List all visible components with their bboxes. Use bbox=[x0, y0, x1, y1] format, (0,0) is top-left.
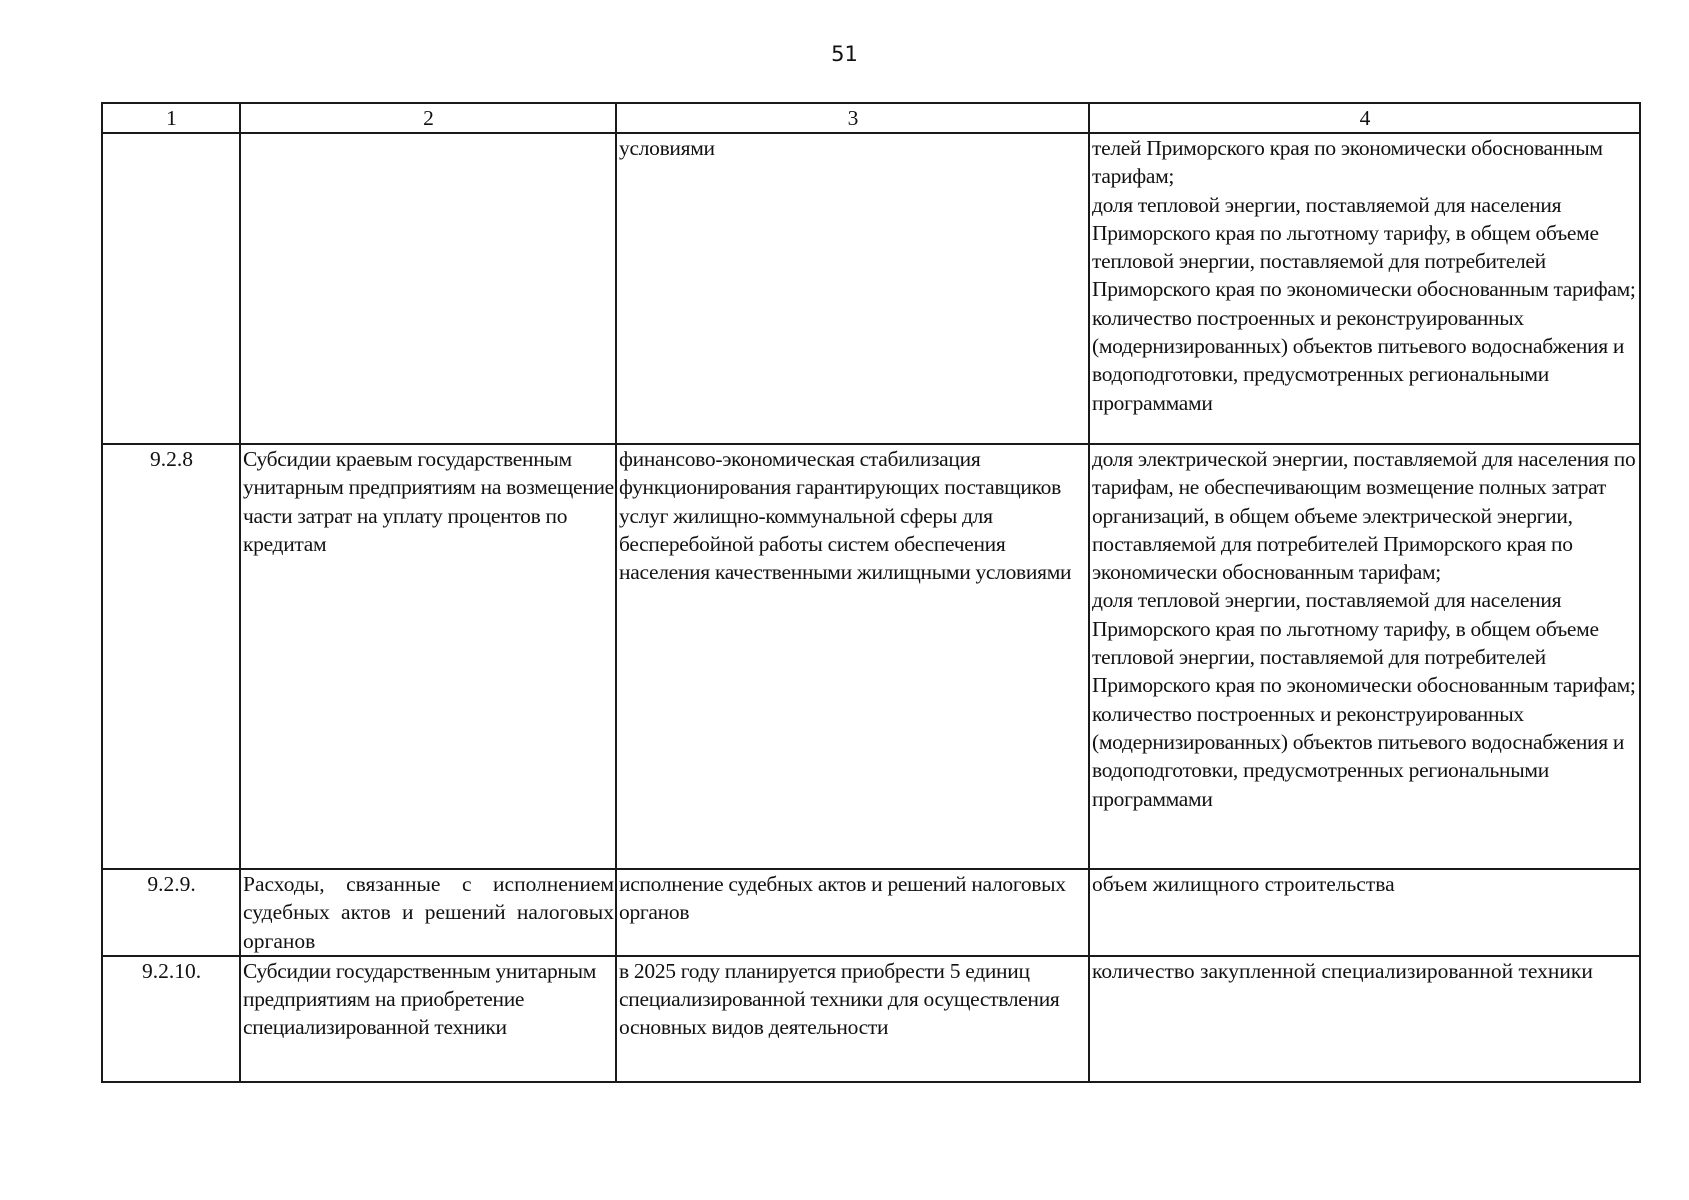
table-row bbox=[102, 444, 1640, 869]
row-number-cell bbox=[102, 133, 240, 444]
measure-name-cell: Субсидии государственным унитарным предприятиям на приобретение специализированной техники bbox=[240, 956, 616, 1082]
column-header-2: 2 bbox=[240, 103, 616, 133]
row-number-cell: 9.2.10. bbox=[102, 956, 240, 1082]
measure-name-cell: Расходы, связанные с исполнением судебных актов и решений налоговых органов bbox=[240, 869, 616, 956]
goal-cell: исполнение судебных актов и решений налоговых органов bbox=[616, 869, 1089, 956]
page-number: 51 bbox=[831, 42, 858, 66]
column-header-4: 4 bbox=[1089, 103, 1640, 133]
measure-name-cell: Субсидии краевым государственным унитарным предприятиям на возмещение части затрат на уплату процентов по кредитам bbox=[240, 444, 616, 869]
column-header-1: 1 bbox=[102, 103, 240, 133]
goal-cell: финансово-экономическая стабилизация функционирования гарантирующих поставщиков услуг жилищно-коммунальной сферы для бесперебойной работы систем обеспечения населения качественными жилищными условиями bbox=[616, 444, 1089, 869]
table-row bbox=[102, 956, 1640, 1082]
measure-name-cell bbox=[240, 133, 616, 444]
indicator-cell: телей Приморского края по экономически обоснованным тарифам; доля тепловой энергии, поставляемой для населения Приморского края по льготному тарифу, в общем объеме тепловой энергии, поставляемой для потребителей Приморского края по экономически обоснованным тарифам; количество построенных и реконструированных (модернизированных) объектов питьевого водоснабжения и водоподготовки, предусмотренных региональными программами bbox=[1089, 133, 1640, 444]
table-row bbox=[102, 869, 1640, 956]
indicator-cell: объем жилищного строительства bbox=[1089, 869, 1640, 956]
column-header-3: 3 bbox=[616, 103, 1089, 133]
row-number-cell: 9.2.9. bbox=[102, 869, 240, 956]
program-table bbox=[101, 102, 1641, 1083]
indicator-cell: количество закупленной специализированной техники bbox=[1089, 956, 1640, 1082]
table-header-row bbox=[102, 103, 1640, 133]
goal-cell: условиями bbox=[616, 133, 1089, 444]
indicator-cell: доля электрической энергии, поставляемой для населения по тарифам, не обеспечивающим возмещение полных затрат организаций, в общем объеме электрической энергии, поставляемой для потребителей Приморского края по экономически обоснованным тарифам; доля тепловой энергии, поставляемой для населения Приморского края по льготному тарифу, в общем объеме тепловой энергии, поставляемой для потребителей Приморского края по экономически обоснованным тарифам; количество построенных и реконструированных (модернизированных) объектов питьевого водоснабжения и водоподготовки, предусмотренных региональными программами bbox=[1089, 444, 1640, 869]
goal-cell: в 2025 году планируется приобрести 5 единиц специализированной техники для осуществления основных видов деятельности bbox=[616, 956, 1089, 1082]
table-row bbox=[102, 133, 1640, 444]
row-number-cell: 9.2.8 bbox=[102, 444, 240, 869]
